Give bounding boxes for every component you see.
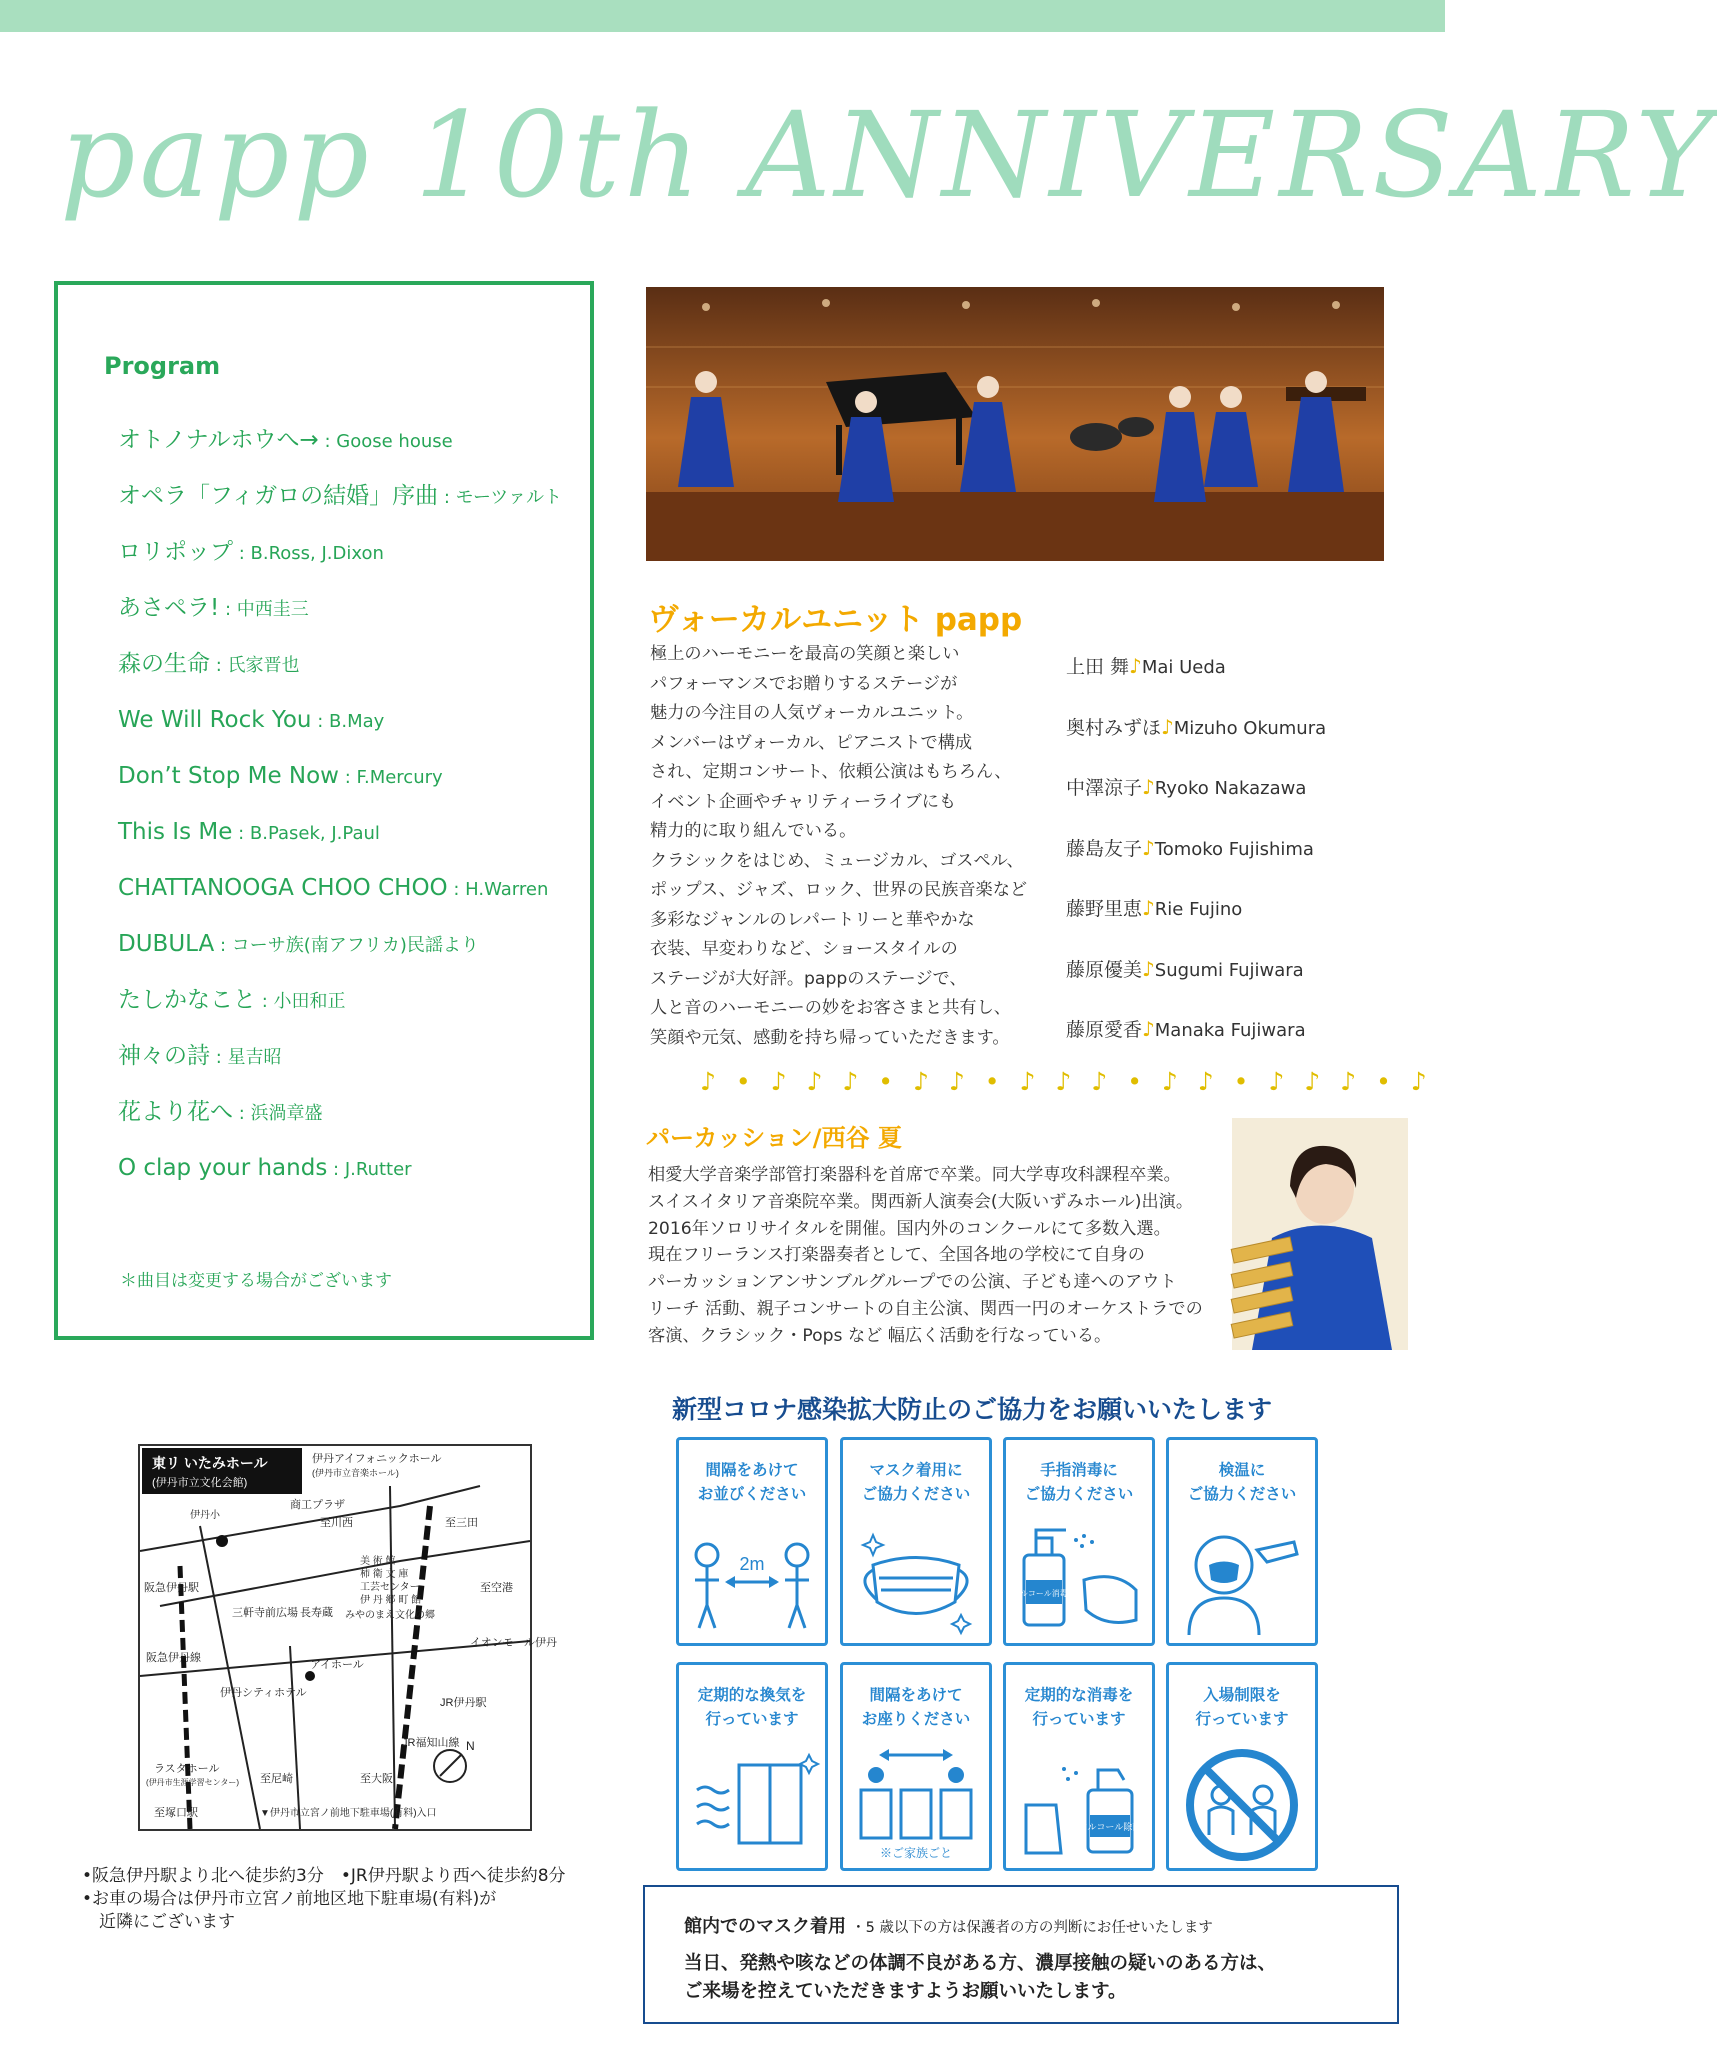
family-note: ※ご家族ごと xyxy=(879,1846,953,1860)
list-item xyxy=(118,756,562,812)
map-label: 至尼崎 xyxy=(260,1773,293,1785)
list-item xyxy=(118,924,562,980)
music-note-icon: ♪ xyxy=(1129,654,1142,678)
music-note-icon: ♪ xyxy=(1142,896,1155,920)
member-item xyxy=(1066,894,1326,955)
covid-card-queue-distance xyxy=(676,1437,828,1646)
entry-limit-icon xyxy=(1169,1735,1315,1865)
member-item xyxy=(1066,652,1326,713)
card-text: ご協力ください xyxy=(861,1485,971,1503)
program-title: オトノナルホウへ→ xyxy=(118,427,319,453)
seating-distance-icon xyxy=(843,1735,989,1865)
description-line: 2016年ソロリサイタルを開催。国内外のコンクールにて多数入選。 xyxy=(648,1218,1171,1239)
member-romaji: Sugumi Fujiwara xyxy=(1154,959,1304,981)
description-line: クラシックをはじめ、ミュージカル、ゴスペル、 xyxy=(650,850,1024,871)
program-title: We Will Rock You xyxy=(118,707,312,733)
program-title: 森の生命 xyxy=(118,651,210,677)
program-title: This Is Me xyxy=(118,819,233,845)
vocal-unit-heading: ヴォーカルユニット papp xyxy=(648,602,1023,638)
list-item xyxy=(118,420,562,476)
mask-icon xyxy=(843,1510,989,1640)
member-item xyxy=(1066,834,1326,895)
description-line: スイスイタリア音楽院卒業。関西新人演奏会(大阪いずみホール)出演。 xyxy=(648,1191,1194,1212)
card-text: 定期的な消毒を xyxy=(1024,1686,1134,1704)
thermometer-icon xyxy=(1169,1510,1315,1640)
mask-notice-title xyxy=(684,1912,1213,1938)
distance-queue-icon xyxy=(679,1510,825,1640)
access-line: •阪急伊丹駅より北へ徒歩約3分 •JR伊丹駅より西へ徒歩約8分 xyxy=(82,1866,566,1886)
covid-card-entry-limit xyxy=(1166,1662,1318,1871)
list-item xyxy=(118,700,562,756)
disinfection-spray-icon xyxy=(1006,1735,1152,1865)
card-text: 手指消毒に xyxy=(1040,1461,1118,1479)
member-romaji: Rie Fujino xyxy=(1154,899,1243,920)
program-composer: : F.Mercury xyxy=(339,767,443,788)
card-text: 行っています xyxy=(1195,1710,1289,1728)
program-composer: : 氏家晋也 xyxy=(210,655,300,676)
program-composer: : B.Ross, J.Dixon xyxy=(233,543,384,564)
list-item xyxy=(118,980,562,1036)
description-line: ステージが大好評。pappのステージで、 xyxy=(650,968,967,989)
program-title: CHATTANOOGA CHOO CHOO xyxy=(118,875,448,901)
map-label: 商工プラザ xyxy=(290,1499,345,1511)
music-note-icon: ♪ xyxy=(1142,835,1155,860)
music-note-icon: ♪ xyxy=(1161,714,1174,739)
program-title: O clap your hands xyxy=(118,1155,328,1181)
description-line: ポップス、ジャズ、ロック、世界の民族音楽など xyxy=(650,880,1028,900)
member-romaji: Tomoko Fujishima xyxy=(1154,838,1314,860)
description-line: 精力的に取り組んでいる。 xyxy=(650,821,857,841)
map-label: みやのまえ文化の郷 xyxy=(345,1610,435,1621)
card-text: 間隔をあけて xyxy=(705,1461,799,1479)
member-romaji: Mai Ueda xyxy=(1141,657,1226,678)
map-label: 伊丹アイフォニックホール xyxy=(312,1453,442,1465)
covid-card-temperature xyxy=(1166,1437,1318,1646)
map-label: 美 術 館 xyxy=(360,1556,396,1567)
map-label: 三軒寺前広場 xyxy=(232,1607,298,1619)
access-line: 近隣にございます xyxy=(82,1912,235,1932)
covid-card-mask xyxy=(840,1437,992,1646)
card-text: お座りください xyxy=(861,1710,971,1728)
program-title: DUBULA xyxy=(118,931,215,957)
music-note-icon: ♪ xyxy=(1142,1017,1155,1041)
percussion-description xyxy=(648,1162,1203,1350)
map-venue-name: 東リ いたみホール xyxy=(152,1455,268,1471)
program-composer: : 小田和正 xyxy=(256,991,346,1012)
list-item xyxy=(118,1148,562,1204)
map-label: 工芸センター xyxy=(360,1582,420,1593)
list-item xyxy=(118,644,562,700)
map-label: 至川西 xyxy=(320,1517,353,1529)
program-composer: : モーツァルト xyxy=(438,487,563,508)
description-line: され、定期コンサート、依頼公演はもちろん、 xyxy=(650,762,1012,782)
mask-notice-bold: 館内でのマスク着用 xyxy=(684,1916,846,1937)
program-title: 花より花へ xyxy=(118,1099,233,1125)
description-line: メンバーはヴォーカル、ピアニストで構成 xyxy=(650,732,973,753)
program-list xyxy=(118,420,562,1204)
covid-card-seating xyxy=(840,1662,992,1871)
access-line: •お車の場合は伊丹市立宮ノ前地区地下駐車場(有料)が xyxy=(82,1889,497,1909)
list-item xyxy=(118,868,562,924)
program-title: Don’t Stop Me Now xyxy=(118,763,339,789)
member-name: 藤島友子 xyxy=(1066,837,1143,860)
map-label: JR福知山線 xyxy=(402,1737,460,1749)
card-text: 定期的な換気を xyxy=(697,1686,807,1704)
map-label: 阪急伊丹駅 xyxy=(144,1582,199,1594)
card-text: マスク着用に xyxy=(869,1461,963,1479)
member-item xyxy=(1066,773,1326,834)
description-line: 多彩なジャンルのレパートリーと華やかな xyxy=(650,909,975,930)
description-line: 魅力の今注目の人気ヴォーカルユニット。 xyxy=(650,703,974,723)
list-item xyxy=(118,1092,562,1148)
percussion-heading: パーカッション/西谷 夏 xyxy=(646,1124,902,1152)
program-composer: : B.Pasek, J.Paul xyxy=(232,823,380,844)
map-label: 至塚口駅 xyxy=(154,1807,198,1819)
map-label: アイホール xyxy=(310,1659,364,1671)
list-item xyxy=(118,476,562,532)
description-line: リーチ 活動、親子コンサートの自主公演、関西一円のオーケストラでの xyxy=(648,1298,1203,1319)
program-title: たしかなこと xyxy=(118,987,256,1013)
map-label: イオンモール伊丹 xyxy=(470,1637,558,1649)
member-romaji: Manaka Fujiwara xyxy=(1154,1020,1306,1041)
program-composer: : J.Rutter xyxy=(327,1159,412,1180)
map-label: 柿 衛 文 庫 xyxy=(360,1569,409,1580)
covid-heading: 新型コロナ感染拡大防止のご協力をお願いいたします xyxy=(672,1395,1273,1424)
map-label: ▼伊丹市立宮ノ前地下駐車場(有料)入口 xyxy=(260,1808,437,1819)
program-composer: : コーサ族(南アフリカ)民謡より xyxy=(214,935,479,956)
map-label: 至空港 xyxy=(480,1582,513,1594)
access-map xyxy=(138,1444,558,1831)
disinfectant-label: アルコール除菌 xyxy=(1078,1822,1142,1832)
access-info xyxy=(82,1865,566,1934)
description-line: パフォーマンスでお贈りするステージが xyxy=(650,673,958,694)
list-item xyxy=(118,532,562,588)
ventilation-icon xyxy=(679,1735,825,1865)
program-composer: : 星吉昭 xyxy=(210,1047,282,1068)
member-name: 奥村みずほ xyxy=(1066,716,1162,739)
page-title: papp 10th ANNIVERSARY xyxy=(60,86,1717,224)
description-line: 笑顔や元気、感動を持ち帰っていただきます。 xyxy=(650,1027,1010,1048)
card-text: 行っています xyxy=(1032,1710,1126,1728)
description-line: パーカッションアンサンブルグループでの公演、子ども達へのアウト xyxy=(648,1272,1177,1293)
list-item xyxy=(118,588,562,644)
map-label: 至三田 xyxy=(445,1517,478,1529)
program-heading: Program xyxy=(104,352,221,380)
member-list xyxy=(1066,652,1326,1076)
card-text: 間隔をあけて xyxy=(869,1686,963,1704)
music-note-icon: ♪ xyxy=(1142,775,1155,799)
list-item xyxy=(118,1036,562,1092)
member-name: 藤原優美 xyxy=(1066,958,1143,981)
description-line: 人と音のハーモニーの妙をお客さまと共有し、 xyxy=(650,998,1011,1018)
program-composer: : B.May xyxy=(311,711,385,732)
covid-card-ventilation xyxy=(676,1662,828,1871)
covid-card-sanitizer xyxy=(1003,1437,1155,1646)
program-title: 神々の詩 xyxy=(118,1043,210,1069)
program-title: あさペラ! xyxy=(118,595,220,621)
card-text: 検温に xyxy=(1218,1461,1266,1479)
program-composer: : 浜渦章盛 xyxy=(233,1103,323,1124)
percussionist-photo xyxy=(1232,1118,1408,1350)
stage-photo xyxy=(646,287,1384,561)
music-note-icon: ♪ xyxy=(1142,956,1155,981)
card-text: 入場制限を xyxy=(1203,1686,1281,1704)
music-note-divider: ♪ • ♪ ♪ ♪ • ♪ ♪ • ♪ ♪ ♪ • ♪ ♪ • ♪ ♪ ♪ • ♪ xyxy=(700,1067,1433,1096)
top-band xyxy=(0,0,1445,32)
map-label: 阪急伊丹線 xyxy=(146,1652,201,1664)
member-item xyxy=(1066,955,1326,1016)
hand-sanitizer-icon xyxy=(1006,1510,1152,1640)
program-title: ロリポップ xyxy=(118,539,233,565)
member-item xyxy=(1066,713,1326,774)
program-title: オペラ「フィガロの結婚」序曲 xyxy=(118,483,439,509)
program-note: ＊曲目は変更する場合がございます xyxy=(120,1271,392,1291)
map-label: (伊丹市立音楽ホール) xyxy=(312,1468,399,1478)
member-romaji: Mizuho Okumura xyxy=(1173,717,1327,739)
program-composer: : 中西圭三 xyxy=(219,599,309,620)
list-item xyxy=(118,812,562,868)
description-line: イベント企画やチャリティーライブにも xyxy=(650,791,957,812)
map-label: 伊 丹 郷 町 館 xyxy=(360,1595,422,1606)
map-label: 長寿蔵 xyxy=(300,1607,333,1619)
mask-notice-line: 当日、発熱や咳などの体調不良がある方、濃厚接触の疑いのある方は、 xyxy=(684,1953,1277,1974)
map-label: 伊丹シティホテル xyxy=(220,1687,307,1699)
map-label: ラスタホール xyxy=(154,1763,220,1775)
map-label: JR伊丹駅 xyxy=(440,1697,487,1709)
member-name: 藤野里恵 xyxy=(1066,898,1143,920)
map-label: 至大阪 xyxy=(360,1773,393,1785)
member-name: 藤原愛香 xyxy=(1066,1019,1143,1041)
description-line: 客演、クラシック・Pops など 幅広く活動を行なっている。 xyxy=(648,1325,1112,1346)
member-romaji: Ryoko Nakazawa xyxy=(1154,778,1307,799)
distance-label: 2m xyxy=(739,1554,765,1574)
description-line: 相愛大学音楽学部管打楽器科を首席で卒業。同大学専攻科課程卒業。 xyxy=(648,1165,1181,1185)
vocal-unit-description xyxy=(650,640,1060,1053)
description-line: 極上のハーモニーを最高の笑顔と楽しい xyxy=(650,644,960,664)
compass-north-icon: N xyxy=(466,1739,475,1753)
map-label: (伊丹市生涯学習センター) xyxy=(146,1778,240,1787)
program-composer: : H.Warren xyxy=(447,879,549,900)
map-venue-sub: (伊丹市立文化会館) xyxy=(152,1477,248,1489)
member-name: 中澤涼子 xyxy=(1066,777,1143,799)
description-line: 衣装、早変わりなど、ショースタイルの xyxy=(650,939,958,959)
card-text: ご協力ください xyxy=(1187,1485,1297,1503)
mask-notice-body xyxy=(684,1950,1276,2006)
map-label: 伊丹小 xyxy=(190,1510,220,1521)
program-composer: : Goose house xyxy=(318,431,453,452)
card-text: お並びください xyxy=(697,1485,807,1503)
card-text: ご協力ください xyxy=(1024,1485,1134,1503)
mask-notice-line: ご来場を控えていただきますようお願いいたします。 xyxy=(684,1981,1127,2002)
description-line: 現在フリーランス打楽器奏者として、全国各地の学校にて自身の xyxy=(648,1245,1145,1266)
mask-notice-small: ・5 歳以下の方は保護者の方の判断にお任せいたします xyxy=(851,1920,1213,1936)
sanitizer-label: アルコール消毒液 xyxy=(1012,1589,1076,1598)
covid-card-disinfection xyxy=(1003,1662,1155,1871)
card-text: 行っています xyxy=(705,1710,799,1728)
member-name: 上田 舞 xyxy=(1066,656,1130,678)
